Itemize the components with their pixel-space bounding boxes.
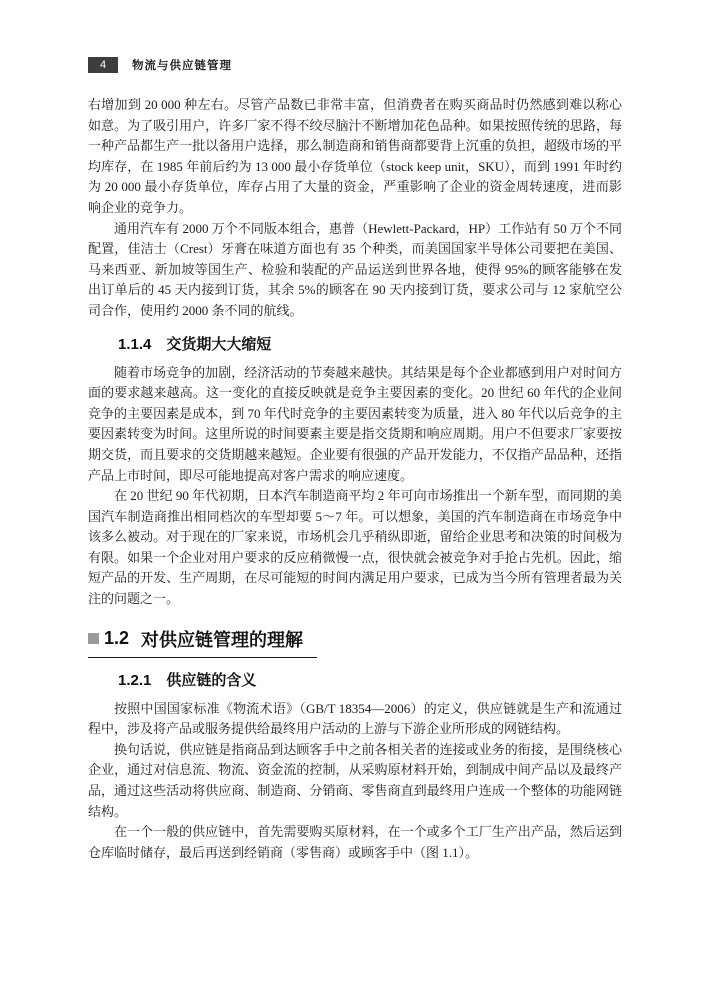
section-heading-1-2-wrap — [88, 626, 622, 658]
paragraph-auto-makers: 在 20 世纪 90 年代初期，日本汽车制造商平均 2 年可向市场推出一个新车型，而同期的美国汽车制造商推出相同档次的车型却要 5～7 年。可以想象，美国的汽车制造商在市场竞争中该多么被动。对于现在的厂家来说，市场机会几乎稍纵即逝，留给企业思考和决策的时间极为有限。如果一个企业对用户要求的反应稍微慢一点，很快就会被竞争对手抢占先机。因此，缩短产品的开发、生产周期，在尽可能短的时间内满足用户要求，已成为当今所有管理者最为关注的问题之一。 — [88, 488, 622, 607]
running-head-title: 物流与供应链管理 — [132, 60, 232, 72]
paragraph-supply-chain-definition: 按照中国国家标准《物流术语》（GB/T 18354—2006）的定义，供应链就是生产和流通过程中，涉及将产品或服务提供给最终用户活动的上游与下游企业所形成的网链结构。 — [88, 700, 622, 737]
page-number-badge — [88, 57, 118, 73]
section-heading-1-2-1: 1.2.1 供应链的含义 — [118, 671, 257, 689]
paragraph-product-variety: 通用汽车有 2000 万个不同版本组合，惠普（Hewlett-Packard，HP）工作站有 50 万个不同配置，佳洁士（Crest）牙膏在味道方面也有 35 个种类，而美国国家半导体公司要把在美国、马来西亚、新加坡等国生产、检验和装配的产品运送到世界各地，使得 95%的顾客能够在发出订单后的 45 天内接到订货，其余 5%的顾客在 90 天内接到订货，要求公司与 12 家航空公司合作，使用约 2000 条不同的航线。 — [88, 220, 622, 318]
page-number: 4 — [99, 58, 107, 71]
section-number: 1.2 — [104, 628, 130, 649]
section-title: 对供应链管理的理解 — [141, 629, 304, 650]
paragraph-general-supply-chain: 在一个一般的供应链中，首先需要购买原材料，在一个或多个工厂生产出产品，然后运到仓库临时储存，最后再送到经销商（零售商）或顾客手中（图 1.1）。 — [88, 824, 622, 860]
page-body — [88, 95, 622, 863]
paragraph-supply-chain-explanation: 换句话说，供应链是指商品到达顾客手中之前各相关者的连接或业务的衔接，是围绕核心企业，通过对信息流、物流、资金流的控制，从采购原材料开始，到制成中间产品以及最终产品，通过这些活动将供应商、制造商、分销商、零售商直到最终用户连成一个整体的功能网链结构。 — [88, 741, 622, 819]
paragraph-time-competition: 随着市场竞争的加剧，经济活动的节奏越来越快。其结果是每个企业都感到用户对时间方面的要求越来越高。这一变化的直接反映就是竞争主要因素的变化。20 世纪 60 年代的企业间竞争的主要因素是成本，到 70 年代时竞争的主要因素转变为质量，进入 80 年代以后竞争的主要因素转变为时间。这里所说的时间要素主要是指交货期和响应周期。用户不但要求厂家要按期交货，而且要求的交货期越来越短。企业要有很强的产品开发能力，不仅指产品品种，还指产品上市时间，即尽可能地提高对客户需求的响应速度。 — [88, 364, 622, 483]
section-heading-1-2 — [88, 626, 317, 658]
page-header — [88, 57, 622, 73]
section-heading-1-1-4: 1.1.4 交货期大大缩短 — [118, 335, 272, 353]
paragraph-skus: 右增加到 20 000 种左右。尽管产品数已非常丰富，但消费者在购买商品时仍然感到难以称心如意。为了吸引用户，许多厂家不得不绞尽脑汁不断增加花色品种。如果按照传统的思路，每一种产品都生产一批以备用户选择，那么制造商和销售商都要背上沉重的负担，超级市场的平均库存，在 1985 年前后约为 13 000 最小存货单位（stock keep unit，SKU），而到 1991 年时约为 20 000 最小存货单位，库存占用了大量的资金，严重影响了企业的资金周转速度，进而影响企业的竞争力。 — [88, 97, 622, 215]
section-marker-square-icon — [88, 633, 99, 644]
